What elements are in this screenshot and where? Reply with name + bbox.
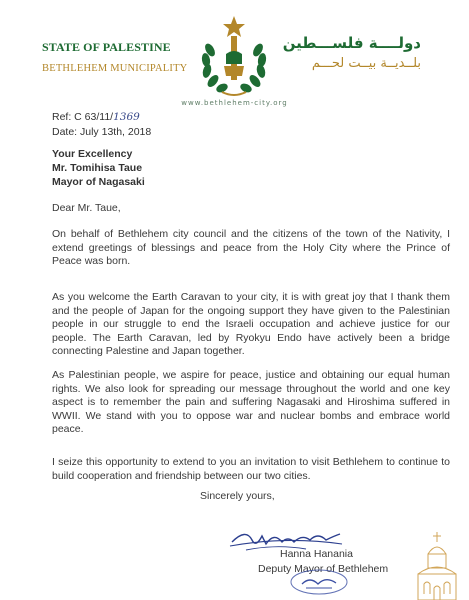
addressee-block xyxy=(52,147,145,189)
reference-line xyxy=(52,110,151,125)
bethlehem-municipality-emblem-icon xyxy=(196,14,272,100)
municipality-name-en: BETHLEHEM MUNICIPALITY xyxy=(42,63,188,74)
addressee-name: Mr. Tomihisa Taue xyxy=(52,162,143,174)
closing: Sincerely yours, xyxy=(200,490,275,502)
reference-number: Ref: C 63/11/ xyxy=(52,111,114,123)
paragraph-1: On behalf of Bethlehem city council and the citizens of the town of the Nativity, I extend greetings of blessings and peace from the Holy City where the Prince of Peace was born. xyxy=(52,228,450,268)
municipality-name-ar: بلــديــة بيــت لحـــم xyxy=(311,56,421,71)
state-name-ar: دولــــة فلســـطين xyxy=(282,34,421,52)
letter-date: Date: July 13th, 2018 xyxy=(52,126,152,138)
reference-handwritten-number: 1369 xyxy=(113,111,140,123)
salutation: Dear Mr. Taue, xyxy=(52,202,121,214)
website-url: www.bethlehem-city.org xyxy=(181,99,288,107)
signer-name: Hanna Hanania xyxy=(280,548,353,560)
addressee-honorific: Your Excellency xyxy=(52,148,133,160)
paragraph-4: I seize this opportunity to extend to you an invitation to visit Bethlehem to continue to build cooperation and friendship between our two cities. xyxy=(52,456,450,482)
church-of-nativity-sketch-icon xyxy=(412,530,462,600)
signer-title: Deputy Mayor of Bethlehem xyxy=(258,563,389,575)
paragraph-3: As Palestinian people, we aspire for peace, justice and obtaining our equal human rights. We also look for spreading our message throughout the world and one key aspect is to remember the pain and suffering Nagasaki and Hiroshima suffered in WWII. We stand with you to oppose war and nuclear bombs and embrace world peace. xyxy=(52,369,450,436)
paragraph-2: As you welcome the Earth Caravan to your city, it is with great joy that I thank them and the people of Japan for the ongoing support they have given to the Palestinian people in our struggle to end the Israeli occupation and achieve justice for our people. The Earth Caravan, led by Ryokyu Endo have actively been a bridge connecting Palestine and Japan together. xyxy=(52,291,450,358)
state-name-en: STATE OF PALESTINE xyxy=(42,40,171,54)
addressee-title: Mayor of Nagasaki xyxy=(52,176,145,188)
municipal-stamp-icon xyxy=(288,566,350,596)
letterhead-english xyxy=(42,40,187,74)
reference-block xyxy=(52,110,151,140)
letterhead-arabic xyxy=(283,34,421,71)
